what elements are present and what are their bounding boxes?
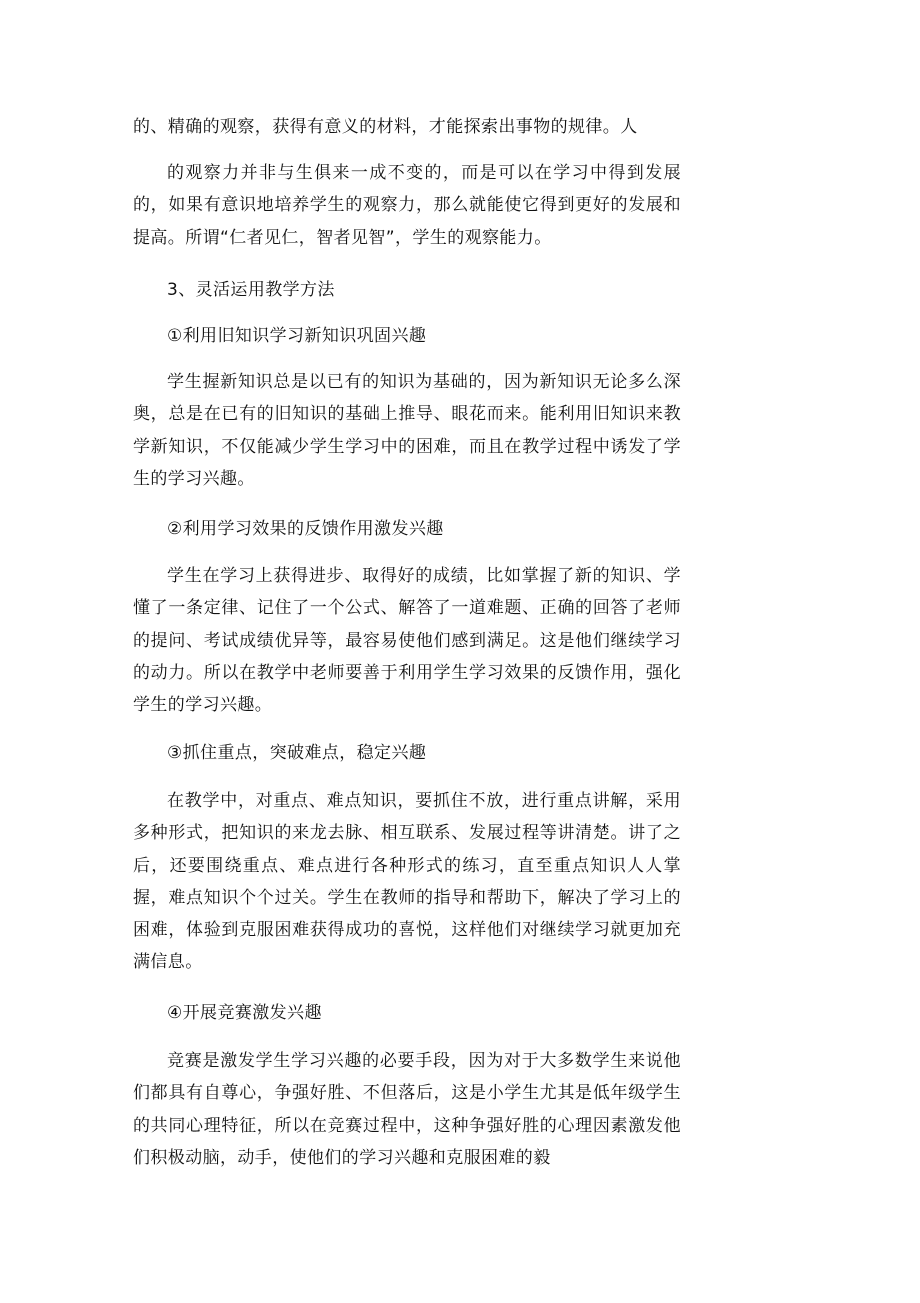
section-heading-teaching-methods: 3、灵活运用教学方法 bbox=[167, 280, 335, 300]
paragraph-continuation: 的、精确的观察，获得有意义的材料，才能探索出事物的规律。人 bbox=[133, 117, 638, 137]
paragraph-competition: 竞赛是激发学生学习兴趣的必要手段，因为对于大多数学生来说他们都具有自尊心，争强好胜、不但落后，这是小学生尤其是低年级学生的共同心理特征，所以在竞赛过程中，这种争强好胜的心理因素激发他们积极动脑，动手，使他们的学习兴趣和克服困难的毅 bbox=[133, 1051, 681, 1168]
paragraph-feedback: 学生在学习上获得进步、取得好的成绩，比如掌握了新的知识、学懂了一条定律、记住了一个公式、解答了一道难题、正确的回答了老师的提问、考试成绩优异等，最容易使他们感到满足。这是他们继续学习的动力。所以在教学中老师要善于利用学生学习效果的反馈作用，强化学生的学习兴趣。 bbox=[133, 566, 681, 716]
paragraph-observation-ability: 的观察力并非与生俱来一成不变的，而是可以在学习中得到发展的，如果有意识地培养学生的观察力，那么就能使它得到更好的发展和提高。所谓“仁者见仁，智者见智”，学生的观察能力。 bbox=[133, 163, 681, 248]
subheading-competition: ④开展竞赛激发兴趣 bbox=[167, 1003, 322, 1023]
paragraph-key-points: 在教学中，对重点、难点知识，要抓住不放，进行重点讲解，采用多种形式，把知识的来龙去脉、相互联系、发展过程等讲清楚。讲了之后，还要围绕重点、难点进行各种形式的练习，直至重点知识人人掌握，难点知识个个过关。学生在教师的指导和帮助下，解决了学习上的困难，体验到克服困难获得成功的喜悦，这样他们对继续学习就更加充满信息。 bbox=[133, 791, 681, 973]
subheading-old-knowledge: ①利用旧知识学习新知识巩固兴趣 bbox=[167, 326, 427, 346]
subheading-feedback: ②利用学习效果的反馈作用激发兴趣 bbox=[167, 519, 444, 539]
subheading-key-points: ③抓住重点，突破难点，稳定兴趣 bbox=[167, 743, 427, 763]
paragraph-old-knowledge: 学生握新知识总是以已有的知识为基础的，因为新知识无论多么深奥，总是在已有的旧知识的基础上推导、眼花而来。能利用旧知识来教学新知识，不仅能减少学生学习中的困难，而且在教学过程中诱发了学生的学习兴趣。 bbox=[133, 372, 681, 489]
